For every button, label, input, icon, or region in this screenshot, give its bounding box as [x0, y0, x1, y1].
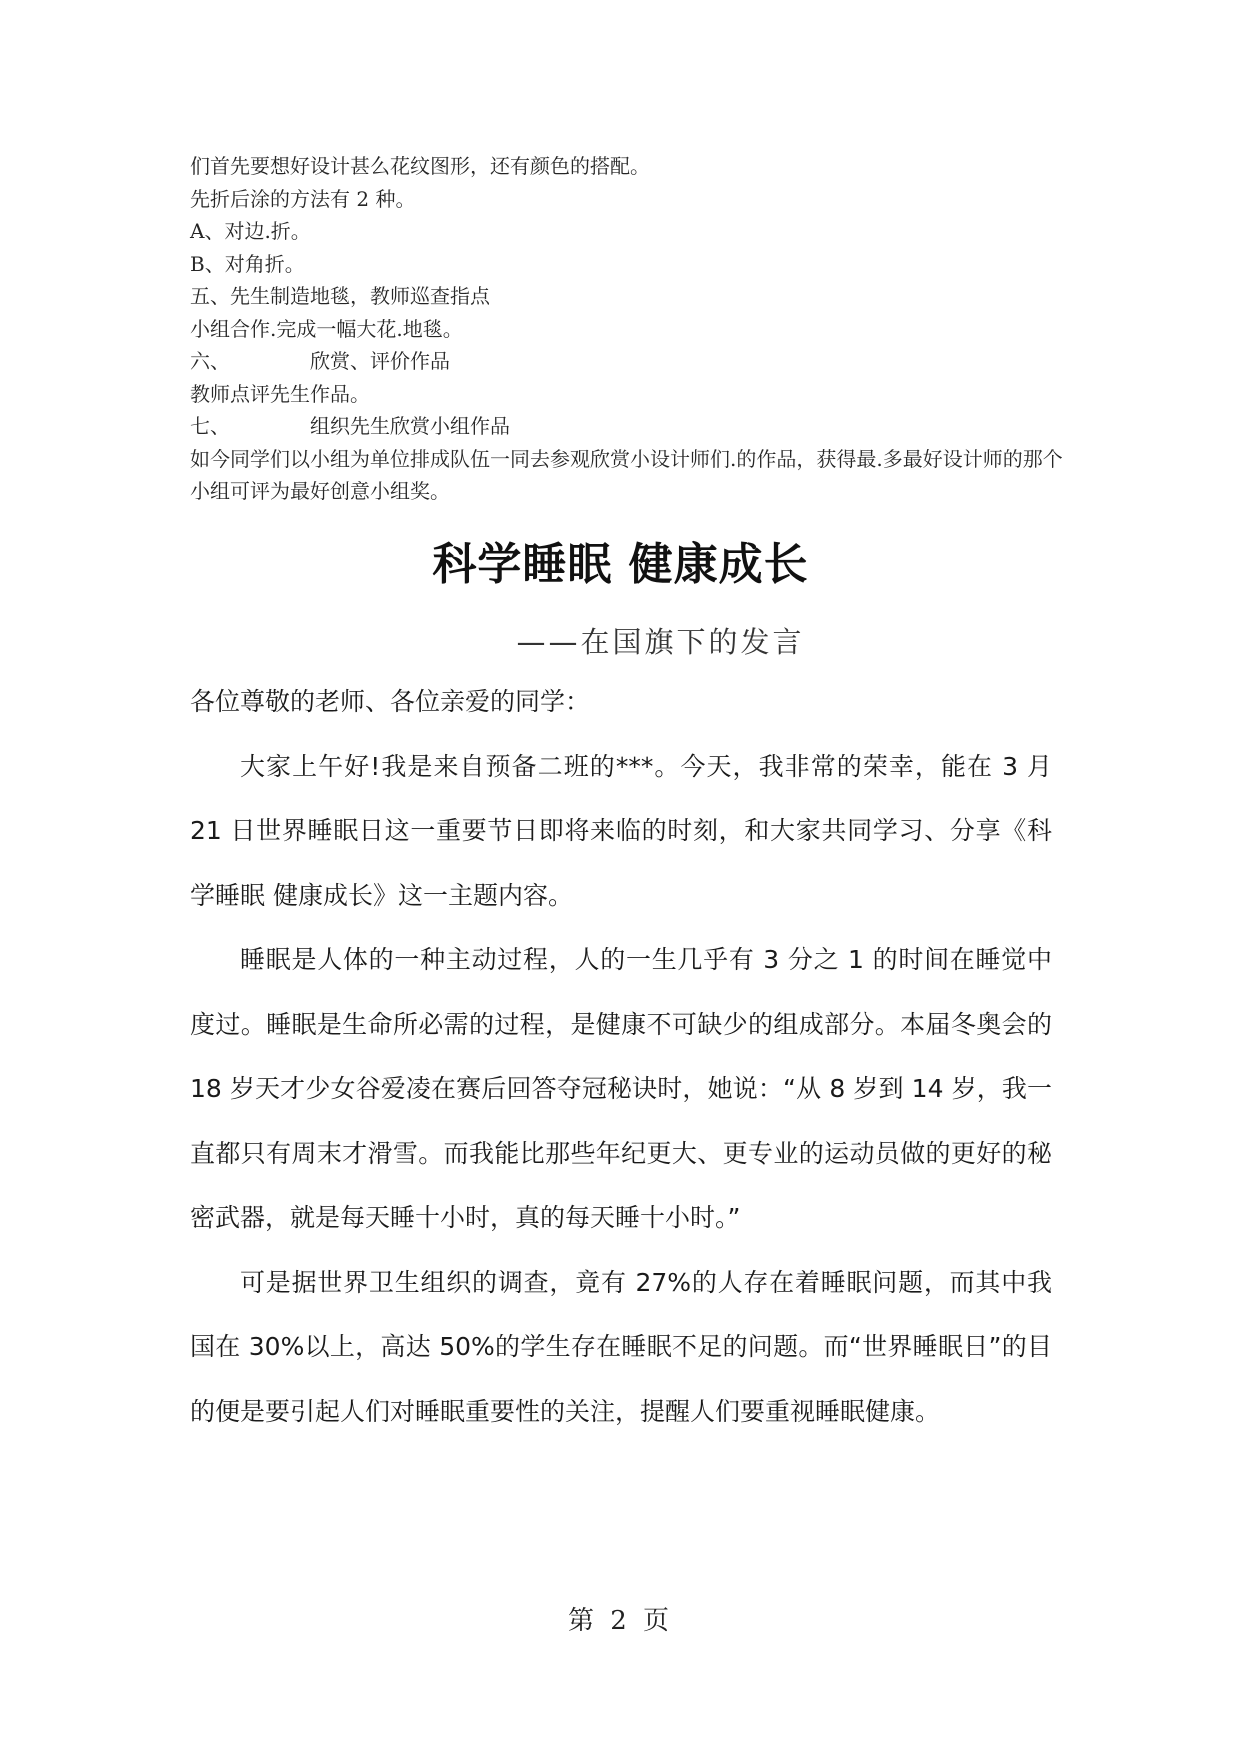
lesson-line: B、对角折。: [190, 251, 305, 276]
lesson-line: 教师点评先生作品。: [190, 381, 370, 406]
speech-paragraph: 可是据世界卫生组织的调查，竟有 27%的人存在着睡眠问题，而其中我国在 30%以上，高达 50%的学生存在睡眠不足的问题。而“世界睡眠日”的目的便是要引起人们对睡眠重要性的关注，提醒人们要重视睡眠健康。: [190, 1267, 1052, 1426]
speech-subtitle: ——在国旗下的发言: [516, 625, 805, 659]
lesson-line: 先折后涂的方法有 2 种。: [190, 186, 416, 211]
lesson-line: A、对边.折。: [190, 219, 311, 243]
speech-paragraph: 大家上午好!我是来自预备二班的***。今天，我非常的荣幸，能在 3 月 21 日世界睡眠日这一重要节日即将来临的时刻，和大家共同学习、分享《科学睡眠 健康成长》这一主题内容。: [190, 751, 1052, 910]
lesson-step-heading: [190, 410, 1070, 443]
lesson-paragraph: 如今同学们以小组为单位排成队伍一同去参观欣赏小设计师们.的作品，获得最.多最好设计师的那个小组可评为最好创意小组奖。: [190, 446, 1063, 503]
speech-title: 科学睡眠 健康成长: [432, 539, 809, 590]
step-title: 欣赏、评价作品: [310, 349, 450, 373]
lesson-step-heading: [190, 345, 1070, 378]
speech-body: [190, 670, 1052, 1444]
lesson-line: 们首先要想好设计甚么花纹图形，还有颜色的搭配。: [190, 154, 650, 178]
step-title: 组织先生欣赏小组作品: [310, 414, 510, 438]
step-number: 七、: [190, 414, 230, 438]
step-number: 六、: [190, 349, 230, 373]
lesson-plan-section: [190, 150, 1070, 508]
speech-greeting: 各位尊敬的老师、各位亲爱的同学：: [190, 687, 591, 716]
speech-paragraph: 睡眠是人体的一种主动过程，人的一生几乎有 3 分之 1 的时间在睡觉中度过。睡眠是生命所必需的过程，是健康不可缺少的组成部分。本届冬奥会的 18 岁天才少女谷爱凌在赛后回答夺冠秘诀时，她说：“从 8 岁到 14 岁，我一直都只有周末才滑雪。而我能比那些年纪更大、更专业的运动员做的更好的秘密武器，就是每天睡十小时，真的每天睡十小时。”: [190, 945, 1052, 1232]
lesson-line: 小组合作.完成一幅大花.地毯。: [190, 316, 463, 341]
lesson-line: 五、先生制造地毯，教师巡查指点: [190, 284, 490, 308]
page-number: 第 2 页: [567, 1606, 674, 1636]
